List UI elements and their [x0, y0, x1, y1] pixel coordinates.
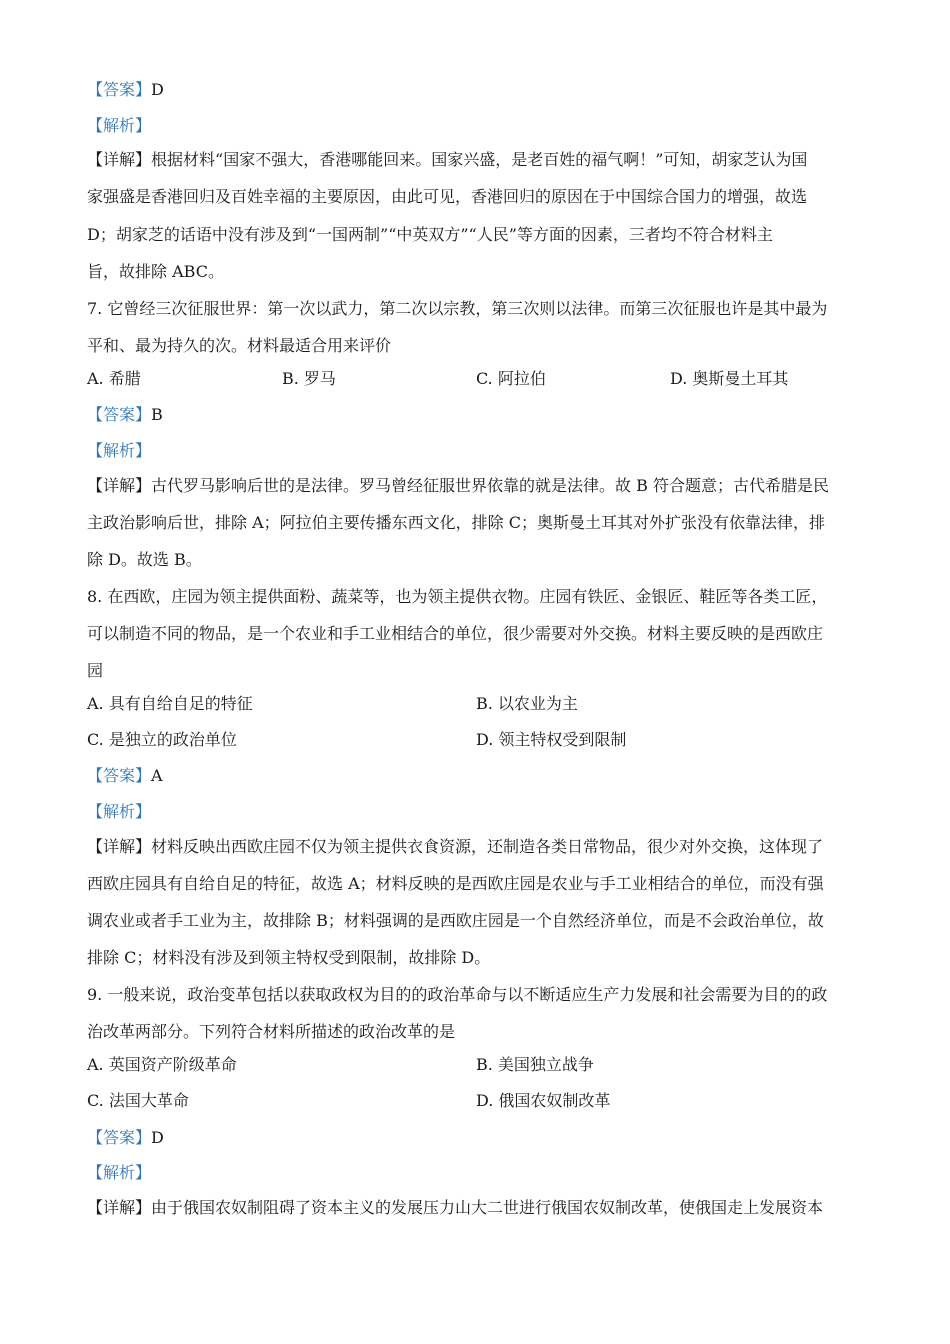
- q9-option-b: B. 美国独立战争: [476, 1055, 594, 1074]
- detail-label: 【详解】: [87, 1198, 152, 1217]
- analysis-label: 【解析】: [87, 802, 152, 821]
- detail-text: 材料反映出西欧庄园不仅为领主提供衣食资源，还制造各类日常物品，很少对外交换，这体现了: [151, 837, 824, 856]
- analysis-label: 【解析】: [87, 441, 152, 460]
- q7-detail-line-2: 主政治影响后世，排除 A；阿拉伯主要传播东西文化，排除 C；奥斯曼土耳其对外扩张没有依靠法律，排: [87, 513, 825, 532]
- q7-detail-line-3: 除 D。故选 B。: [87, 550, 202, 569]
- q8-stem-line-1: 8. 在西欧，庄园为领主提供面粉、蔬菜等，也为领主提供衣物。庄园有铁匠、金银匠、鞋匠等各类工匠，: [87, 587, 828, 606]
- q6-analysis-line: [87, 115, 867, 137]
- detail-label: 【详解】: [87, 476, 152, 495]
- q9-analysis-line: [87, 1162, 867, 1184]
- q9-stem-line-2: 治改革两部分。下列符合材料所描述的政治改革的是: [87, 1022, 456, 1041]
- analysis-label: 【解析】: [87, 1163, 152, 1182]
- q9-option-d: D. 俄国农奴制改革: [476, 1091, 611, 1110]
- q8-stem-line-3: 园: [87, 661, 104, 680]
- q8-option-a: A. 具有自给自足的特征: [87, 694, 253, 713]
- q6-detail-line-4: 旨，故排除 ABC。: [87, 262, 224, 281]
- detail-label: 【详解】: [87, 837, 152, 856]
- q6-detail-line-1: [87, 149, 867, 171]
- q6-detail-line-3: D；胡家芝的话语中没有涉及到“一国两制”“中英双方”“人民”等方面的因素，三者均不符合材料主: [87, 225, 773, 244]
- q8-option-b: B. 以农业为主: [476, 694, 578, 713]
- q8-analysis-line: [87, 801, 867, 823]
- q7-analysis-line: [87, 440, 867, 462]
- answer-value: A: [151, 766, 163, 785]
- detail-text: 由于俄国农奴制阻碍了资本主义的发展压力山大二世进行俄国农奴制改革，使俄国走上发展资本: [151, 1198, 824, 1217]
- q6-answer-line: [87, 79, 867, 101]
- q7-options: [87, 368, 867, 390]
- q7-option-d: D. 奥斯曼土耳其: [670, 369, 789, 388]
- answer-label: 【答案】: [87, 1128, 152, 1147]
- q8-options-row-2: [87, 729, 867, 751]
- q8-detail-line-1: [87, 836, 867, 858]
- q7-stem-line-2: 平和、最为持久的次。材料最适合用来评价: [87, 336, 392, 355]
- q9-options-row-2: [87, 1090, 867, 1112]
- q8-answer-line: [87, 765, 867, 787]
- q9-option-c: C. 法国大革命: [87, 1091, 189, 1110]
- q8-detail-line-3: 调农业或者手工业为主，故排除 B；材料强调的是西欧庄园是一个自然经济单位，而是不会政治单位，故: [87, 911, 824, 930]
- q8-options-row-1: [87, 693, 867, 715]
- answer-label: 【答案】: [87, 405, 152, 424]
- q9-option-a: A. 英国资产阶级革命: [87, 1055, 237, 1074]
- q7-option-c: C. 阿拉伯: [476, 369, 546, 388]
- answer-value: D: [151, 1128, 164, 1147]
- detail-text: 古代罗马影响后世的是法律。罗马曾经征服世界依靠的就是法律。故 B 符合题意；古代希腊是民: [151, 476, 829, 495]
- q7-detail-line-1: [87, 475, 867, 497]
- answer-value: D: [151, 80, 164, 99]
- detail-text: 根据材料“国家不强大，香港哪能回来。国家兴盛，是老百姓的福气啊！”可知，胡家芝认为国: [151, 150, 808, 169]
- analysis-label: 【解析】: [87, 116, 152, 135]
- q8-option-d: D. 领主特权受到限制: [476, 730, 627, 749]
- q9-stem-line-1: 9. 一般来说，政治变革包括以获取政权为目的的政治革命与以不断适应生产力发展和社会需要为目的的政: [87, 985, 828, 1004]
- q8-stem-line-2: 可以制造不同的物品，是一个农业和手工业相结合的单位，很少需要对外交换。材料主要反映的是西欧庄: [87, 624, 824, 643]
- q7-answer-line: [87, 404, 867, 426]
- q9-answer-line: [87, 1127, 867, 1149]
- q8-detail-line-2: 西欧庄园具有自给自足的特征，故选 A；材料反映的是西欧庄园是农业与手工业相结合的单位，而没有强: [87, 874, 824, 893]
- answer-label: 【答案】: [87, 80, 152, 99]
- answer-value: B: [151, 405, 163, 424]
- detail-label: 【详解】: [87, 150, 152, 169]
- q6-detail-line-2: 家强盛是香港回归及百姓幸福的主要原因，由此可见，香港回归的原因在于中国综合国力的增强，故选: [87, 187, 808, 206]
- q7-stem-line-1: 7. 它曾经三次征服世界：第一次以武力，第二次以宗教，第三次则以法律。而第三次征服也许是其中最为: [87, 299, 828, 318]
- q7-option-a: A. 希腊: [87, 369, 141, 388]
- q7-option-b: B. 罗马: [282, 369, 336, 388]
- q9-detail-line-1: [87, 1197, 867, 1219]
- q8-option-c: C. 是独立的政治单位: [87, 730, 237, 749]
- q9-options-row-1: [87, 1054, 867, 1076]
- q8-detail-line-4: 排除 C；材料没有涉及到领主特权受到限制，故排除 D。: [87, 948, 491, 967]
- answer-label: 【答案】: [87, 766, 152, 785]
